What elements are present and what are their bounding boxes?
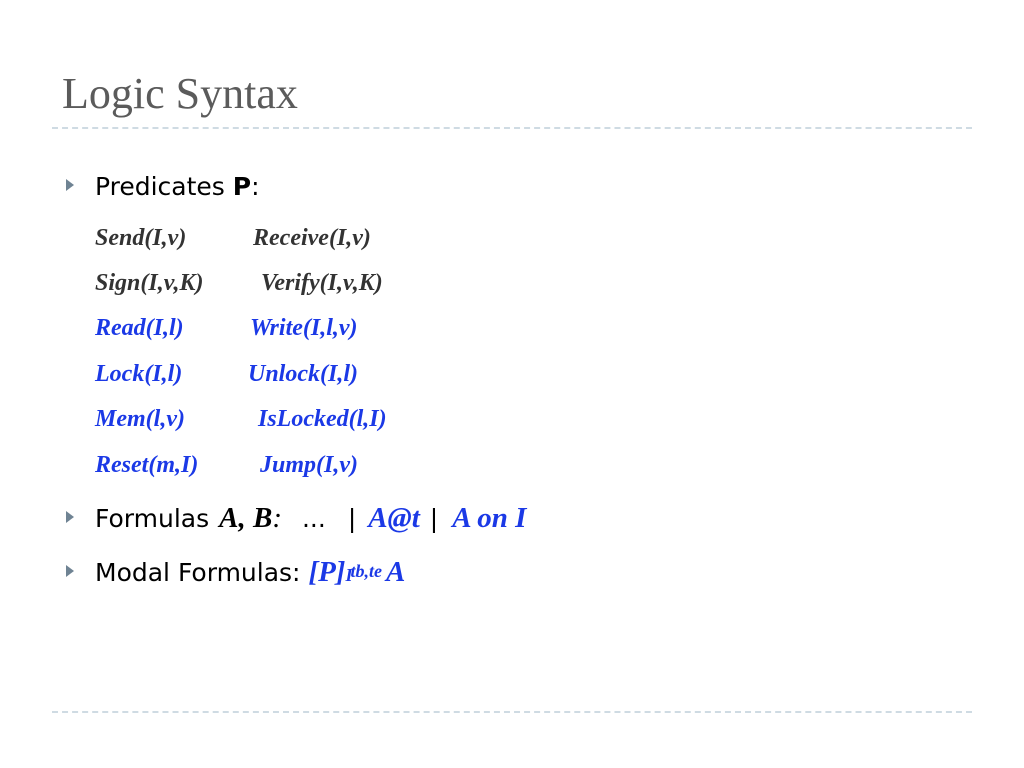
bullet-formulas bbox=[66, 502, 526, 535]
formulas-label: Formulas bbox=[95, 504, 210, 533]
predicate-left: Send(I,v) bbox=[95, 225, 187, 251]
modal-formula: A bbox=[385, 556, 406, 588]
predicate-left: Sign(I,v,K) bbox=[95, 270, 204, 296]
predicate-line bbox=[95, 361, 358, 388]
predicate-line bbox=[95, 225, 371, 252]
predicates-colon: : bbox=[251, 172, 260, 201]
predicate-right: Receive(I,v) bbox=[253, 225, 371, 251]
bullet-arrow-icon bbox=[66, 565, 74, 577]
formulas-ellipsis: ... bbox=[301, 504, 326, 533]
modal-box: [P] bbox=[308, 556, 346, 588]
predicate-left: Mem(l,v) bbox=[95, 406, 185, 432]
bullet-arrow-icon bbox=[66, 511, 74, 523]
formulas-vars: A, B bbox=[219, 502, 273, 534]
predicate-line bbox=[95, 270, 383, 297]
predicate-left: Reset(m,I) bbox=[95, 452, 199, 478]
slide-title: Logic Syntax bbox=[62, 69, 298, 118]
formulas-separator: | bbox=[347, 504, 357, 533]
formulas-separator: | bbox=[429, 504, 439, 533]
bullet-arrow-icon bbox=[66, 179, 74, 191]
modal-superscript: tb,te bbox=[350, 561, 382, 581]
predicate-right: Unlock(I,l) bbox=[248, 361, 358, 387]
footer-divider bbox=[52, 711, 972, 713]
formula-at-t: A@t bbox=[368, 502, 420, 534]
predicate-line bbox=[95, 315, 358, 342]
predicate-right: Jump(I,v) bbox=[260, 452, 358, 478]
predicate-line bbox=[95, 406, 387, 433]
predicates-symbol: P bbox=[232, 172, 252, 201]
formulas-colon: : bbox=[272, 502, 282, 534]
formula-on-i: A on I bbox=[452, 502, 527, 534]
predicate-right: IsLocked(l,I) bbox=[258, 406, 387, 432]
title-divider bbox=[52, 127, 972, 129]
predicate-right: Verify(I,v,K) bbox=[261, 270, 383, 296]
predicate-line bbox=[95, 452, 358, 479]
modal-subscript: I bbox=[345, 565, 353, 585]
predicates-label: Predicates bbox=[95, 172, 233, 201]
predicate-left: Read(I,l) bbox=[95, 315, 184, 341]
bullet-predicates bbox=[66, 172, 260, 201]
modal-label: Modal Formulas: bbox=[95, 558, 309, 587]
predicate-left: Lock(I,l) bbox=[95, 361, 183, 387]
predicate-right: Write(I,l,v) bbox=[250, 315, 358, 341]
bullet-modal-formulas bbox=[66, 556, 405, 589]
